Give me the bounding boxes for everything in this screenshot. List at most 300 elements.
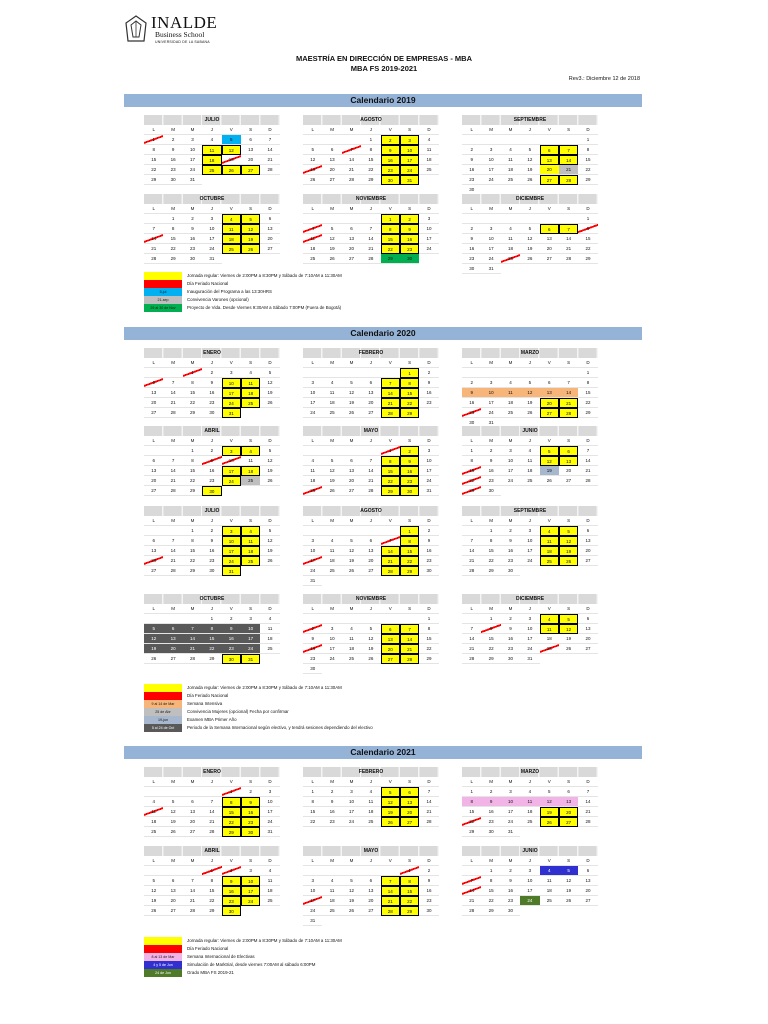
day-cell: 27 (322, 175, 341, 185)
day-cell: 24 (400, 165, 419, 175)
day-cell: 14 (183, 886, 202, 896)
weekday-header: M (501, 777, 520, 787)
day-cell: 14 (578, 456, 597, 466)
empty-day-cell (501, 135, 520, 145)
day-cell: 4 (540, 866, 559, 876)
day-cell: 23 (241, 817, 260, 827)
day-cell: 13 (342, 466, 361, 476)
day-cell: 1 (202, 614, 221, 624)
day-cell: 23 (481, 817, 500, 827)
day-cell: 14 (260, 145, 279, 155)
day-cell: 15 (400, 388, 419, 398)
legend-text: Examen MBA Primer Año (187, 717, 237, 722)
legend-row (144, 296, 504, 304)
day-cell: 27 (144, 566, 163, 576)
weekday-header: V (222, 436, 241, 446)
day-cell: 24 (520, 556, 539, 566)
day-cell: 18 (540, 886, 559, 896)
day-cell: 14 (361, 234, 380, 244)
legend-swatch: 9 al 14 de Mar (144, 700, 182, 708)
weekday-header: V (381, 204, 400, 214)
month-day-grid (303, 516, 439, 586)
weekday-header: M (342, 436, 361, 446)
day-cell: 18 (144, 817, 163, 827)
day-cell: 23 (202, 398, 221, 408)
month-calendar (462, 115, 598, 195)
day-cell: 13 (260, 224, 279, 234)
day-cell: 29 (462, 827, 481, 837)
day-cell: 11 (540, 876, 559, 886)
day-cell: 16 (481, 807, 500, 817)
empty-day-cell (540, 368, 559, 378)
month-day-grid (144, 516, 280, 576)
empty-day-cell (163, 866, 182, 876)
month-name: NOVIEMBRE (303, 194, 439, 204)
day-cell: 21 (462, 896, 481, 906)
day-cell: 26 (260, 398, 279, 408)
day-cell: 13 (163, 634, 182, 644)
day-cell: 8 (462, 797, 481, 807)
month-name: JUNIO (462, 846, 598, 856)
weekday-header: S (559, 125, 578, 135)
empty-day-cell (559, 135, 578, 145)
day-cell: 31 (501, 827, 520, 837)
day-cell: 9 (222, 876, 241, 886)
empty-day-cell (540, 135, 559, 145)
legend-row (144, 724, 504, 732)
day-cell: 14 (578, 797, 597, 807)
day-cell: 3 (501, 787, 520, 797)
empty-day-cell (322, 446, 341, 456)
day-cell: 8 (144, 145, 163, 155)
day-cell: 26 (241, 244, 260, 254)
day-cell: 25 (260, 644, 279, 654)
weekday-header: L (462, 125, 481, 135)
weekday-header: D (260, 436, 279, 446)
empty-day-cell (303, 526, 322, 536)
empty-day-cell (322, 214, 341, 224)
logo-emblem-icon (124, 15, 148, 43)
holiday-day-cell: 14 (462, 886, 481, 896)
day-cell: 21 (462, 644, 481, 654)
day-cell: 27 (578, 556, 597, 566)
day-cell: 1 (381, 214, 400, 224)
holiday-day-cell: 1 (202, 866, 221, 876)
month-calendar (303, 846, 439, 926)
month-calendar (462, 767, 598, 837)
day-cell: 10 (481, 155, 500, 165)
empty-day-cell (540, 214, 559, 224)
day-cell: 5 (559, 614, 578, 624)
empty-day-cell (462, 135, 481, 145)
day-cell: 28 (202, 827, 221, 837)
weekday-header: M (342, 604, 361, 614)
weekday-header: J (361, 777, 380, 787)
day-cell: 27 (540, 408, 559, 418)
day-cell: 16 (419, 546, 438, 556)
day-cell: 22 (163, 244, 182, 254)
day-cell: 19 (361, 644, 380, 654)
day-cell: 9 (501, 876, 520, 886)
day-cell: 12 (222, 145, 241, 155)
day-cell: 16 (462, 244, 481, 254)
day-cell: 27 (163, 654, 182, 664)
day-cell: 23 (202, 476, 221, 486)
weekday-header: V (540, 436, 559, 446)
day-cell: 4 (260, 614, 279, 624)
day-cell: 11 (322, 886, 341, 896)
day-cell: 16 (400, 234, 419, 244)
day-cell: 22 (361, 165, 380, 175)
day-cell: 11 (501, 388, 520, 398)
day-cell: 14 (400, 634, 419, 644)
day-cell: 20 (260, 234, 279, 244)
month-calendar (144, 115, 280, 185)
day-cell: 7 (144, 224, 163, 234)
weekday-header: M (322, 516, 341, 526)
day-cell: 10 (501, 797, 520, 807)
day-cell: 11 (540, 536, 559, 546)
weekday-header: L (462, 856, 481, 866)
day-cell: 31 (260, 827, 279, 837)
inalde-logo (124, 14, 264, 46)
weekday-header: J (202, 604, 221, 614)
day-cell: 25 (322, 906, 341, 916)
calendar-year-banner: Calendario 2019 (124, 94, 642, 107)
day-cell: 31 (222, 408, 241, 418)
day-cell: 15 (163, 234, 182, 244)
weekday-header: S (241, 436, 260, 446)
day-cell: 5 (144, 624, 163, 634)
legend-text: Convivencia Mujeres (opcional) Fecha por confirmar (187, 709, 289, 714)
day-cell: 14 (202, 807, 221, 817)
legend-swatch (144, 945, 182, 953)
day-cell: 9 (400, 456, 419, 466)
weekday-header: L (462, 358, 481, 368)
weekday-header: V (381, 125, 400, 135)
day-cell: 30 (400, 486, 419, 496)
day-cell: 5 (163, 797, 182, 807)
weekday-header: L (144, 125, 163, 135)
day-cell: 12 (322, 466, 341, 476)
day-cell: 14 (381, 388, 400, 398)
weekday-header: M (183, 516, 202, 526)
day-cell: 21 (361, 476, 380, 486)
day-cell: 15 (578, 234, 597, 244)
month-name: FEBRERO (303, 767, 439, 777)
day-cell: 30 (462, 418, 481, 428)
day-cell: 24 (322, 654, 341, 664)
month-name: ENERO (144, 348, 280, 358)
weekday-header: S (559, 436, 578, 446)
day-cell: 9 (163, 145, 182, 155)
day-cell: 31 (183, 175, 202, 185)
day-cell: 19 (540, 807, 559, 817)
day-cell: 19 (559, 886, 578, 896)
day-cell: 2 (163, 135, 182, 145)
calendar-legend (144, 272, 504, 312)
empty-day-cell (303, 368, 322, 378)
holiday-day-cell: 11 (144, 807, 163, 817)
day-cell: 10 (520, 876, 539, 886)
month-day-grid (144, 604, 280, 664)
day-cell: 14 (381, 546, 400, 556)
day-cell: 23 (400, 476, 419, 486)
day-cell: 1 (183, 446, 202, 456)
day-cell: 25 (501, 175, 520, 185)
legend-row (144, 272, 504, 280)
document-title (0, 54, 768, 74)
day-cell: 13 (241, 145, 260, 155)
day-cell: 18 (501, 398, 520, 408)
day-cell: 10 (303, 886, 322, 896)
day-cell: 16 (481, 466, 500, 476)
day-cell: 26 (361, 654, 380, 664)
legend-text: Inauguración del Programa a las 13:30HRS (187, 289, 272, 294)
month-day-grid (462, 125, 598, 195)
day-cell: 3 (260, 787, 279, 797)
weekday-header: V (381, 436, 400, 446)
day-cell: 22 (578, 398, 597, 408)
day-cell: 11 (419, 145, 438, 155)
weekday-header: M (163, 204, 182, 214)
day-cell: 21 (183, 644, 202, 654)
day-cell: 15 (222, 807, 241, 817)
day-cell: 29 (381, 486, 400, 496)
legend-swatch: 5-jul (144, 288, 182, 296)
day-cell: 19 (260, 546, 279, 556)
day-cell: 18 (342, 644, 361, 654)
day-cell: 12 (559, 536, 578, 546)
legend-text: Semana Internacional de Electivas (187, 954, 255, 959)
day-cell: 10 (202, 224, 221, 234)
day-cell: 11 (260, 624, 279, 634)
weekday-header: J (361, 856, 380, 866)
day-cell: 19 (342, 398, 361, 408)
day-cell: 15 (481, 634, 500, 644)
day-cell: 8 (419, 624, 438, 634)
day-cell: 6 (241, 135, 260, 145)
day-cell: 8 (202, 876, 221, 886)
weekday-header: L (303, 604, 322, 614)
day-cell: 11 (202, 145, 221, 155)
day-cell: 9 (481, 456, 500, 466)
weekday-header: L (144, 604, 163, 614)
month-name: OCTUBRE (144, 194, 280, 204)
day-cell: 3 (342, 787, 361, 797)
day-cell: 12 (559, 624, 578, 634)
weekday-header: M (501, 516, 520, 526)
holiday-day-cell: 1 (400, 866, 419, 876)
day-cell: 11 (520, 797, 539, 807)
day-cell: 14 (462, 546, 481, 556)
weekday-header: M (322, 204, 341, 214)
month-calendar (303, 506, 439, 586)
day-cell: 5 (520, 378, 539, 388)
weekday-header: M (342, 125, 361, 135)
day-cell: 14 (559, 234, 578, 244)
day-cell: 30 (419, 906, 438, 916)
day-cell: 5 (260, 368, 279, 378)
day-cell: 11 (260, 876, 279, 886)
day-cell: 24 (303, 566, 322, 576)
day-cell: 25 (501, 408, 520, 418)
day-cell: 7 (183, 624, 202, 634)
day-cell: 23 (322, 817, 341, 827)
empty-day-cell (462, 614, 481, 624)
empty-day-cell (462, 368, 481, 378)
weekday-header: M (342, 516, 361, 526)
day-cell: 5 (322, 224, 341, 234)
month-name: MARZO (462, 767, 598, 777)
day-cell: 29 (222, 827, 241, 837)
weekday-header: D (419, 777, 438, 787)
day-cell: 17 (222, 546, 241, 556)
holiday-day-cell: 7 (462, 876, 481, 886)
day-cell: 20 (381, 644, 400, 654)
day-cell: 25 (540, 896, 559, 906)
day-cell: 5 (342, 536, 361, 546)
day-cell: 25 (540, 556, 559, 566)
day-cell: 24 (222, 476, 241, 486)
day-cell: 12 (361, 634, 380, 644)
legend-swatch: 21-sep (144, 296, 182, 304)
empty-day-cell (202, 787, 221, 797)
day-cell: 4 (342, 624, 361, 634)
weekday-header: S (559, 604, 578, 614)
month-name: DICIEMBRE (462, 594, 598, 604)
legend-row (144, 288, 504, 296)
legend-text: Jornada regular: Viernes de 2:00PM a 8:30PM y Sábado de 7:10AM a 11:30AM (187, 938, 342, 943)
month-calendar (303, 348, 439, 418)
day-cell: 20 (559, 807, 578, 817)
empty-day-cell (520, 368, 539, 378)
weekday-header: D (578, 204, 597, 214)
day-cell: 11 (241, 536, 260, 546)
day-cell: 29 (578, 408, 597, 418)
month-day-grid (462, 204, 598, 274)
day-cell: 28 (342, 175, 361, 185)
day-cell: 16 (462, 398, 481, 408)
weekday-header: D (578, 604, 597, 614)
weekday-header: M (322, 358, 341, 368)
weekday-header: V (381, 358, 400, 368)
day-cell: 9 (462, 234, 481, 244)
holiday-day-cell: 1 (381, 446, 400, 456)
weekday-header: D (578, 358, 597, 368)
day-cell: 21 (183, 896, 202, 906)
day-cell: 31 (222, 566, 241, 576)
day-cell: 11 (342, 634, 361, 644)
day-cell: 29 (400, 906, 419, 916)
day-cell: 24 (501, 476, 520, 486)
day-cell: 15 (578, 388, 597, 398)
day-cell: 8 (303, 797, 322, 807)
day-cell: 27 (381, 654, 400, 664)
day-cell: 4 (520, 446, 539, 456)
empty-day-cell (462, 214, 481, 224)
day-cell: 8 (202, 624, 221, 634)
empty-day-cell (400, 614, 419, 624)
month-day-grid (462, 604, 598, 664)
weekday-header: M (183, 358, 202, 368)
weekday-header: M (481, 604, 500, 614)
day-cell: 1 (462, 787, 481, 797)
day-cell: 21 (419, 807, 438, 817)
day-cell: 1 (462, 446, 481, 456)
month-name: MARZO (462, 348, 598, 358)
weekday-header: L (462, 204, 481, 214)
day-cell: 17 (520, 886, 539, 896)
weekday-header: L (462, 436, 481, 446)
legend-row (144, 280, 504, 288)
day-cell: 2 (501, 526, 520, 536)
day-cell: 29 (578, 175, 597, 185)
month-day-grid (303, 777, 439, 827)
day-cell: 14 (559, 388, 578, 398)
month-name: MAYO (303, 846, 439, 856)
day-cell: 28 (260, 165, 279, 175)
holiday-day-cell: 25 (303, 486, 322, 496)
day-cell: 5 (559, 526, 578, 536)
day-cell: 31 (202, 254, 221, 264)
month-day-grid (144, 358, 280, 418)
day-cell: 26 (163, 827, 182, 837)
calendar-legend (144, 684, 504, 732)
day-cell: 6 (540, 378, 559, 388)
legend-row (144, 692, 504, 700)
day-cell: 3 (222, 368, 241, 378)
day-cell: 9 (381, 145, 400, 155)
day-cell: 4 (501, 145, 520, 155)
empty-day-cell (163, 614, 182, 624)
legend-text: Jornada regular: Viernes de 2:00PM a 8:30PM y Sábado de 7:10AM a 11:30AM (187, 273, 342, 278)
day-cell: 5 (361, 624, 380, 634)
day-cell: 1 (183, 526, 202, 536)
day-cell: 23 (419, 896, 438, 906)
empty-day-cell (163, 787, 182, 797)
weekday-header: J (202, 204, 221, 214)
day-cell: 7 (559, 145, 578, 155)
day-cell: 28 (361, 486, 380, 496)
weekday-header: S (400, 777, 419, 787)
day-cell: 25 (144, 827, 163, 837)
day-cell: 10 (419, 224, 438, 234)
day-cell: 10 (322, 634, 341, 644)
day-cell: 3 (202, 214, 221, 224)
day-cell: 19 (322, 244, 341, 254)
day-cell: 18 (222, 234, 241, 244)
day-cell: 26 (260, 556, 279, 566)
day-cell: 24 (419, 476, 438, 486)
weekday-header: M (183, 204, 202, 214)
day-cell: 29 (481, 566, 500, 576)
legend-text: Proyecto de Vida. Desde Viernes 9:30AM a Sábado 7:00PM (Fuera de Bogotá) (187, 305, 342, 310)
month-day-grid (462, 777, 598, 837)
month-day-grid (462, 436, 598, 496)
day-cell: 4 (144, 797, 163, 807)
month-calendar (462, 506, 598, 576)
weekday-header: J (202, 856, 221, 866)
day-cell: 27 (144, 408, 163, 418)
weekday-header: M (481, 204, 500, 214)
day-cell: 6 (578, 866, 597, 876)
day-cell: 8 (400, 378, 419, 388)
day-cell: 25 (520, 817, 539, 827)
day-cell: 6 (540, 224, 559, 234)
day-cell: 26 (260, 476, 279, 486)
day-cell: 13 (144, 546, 163, 556)
